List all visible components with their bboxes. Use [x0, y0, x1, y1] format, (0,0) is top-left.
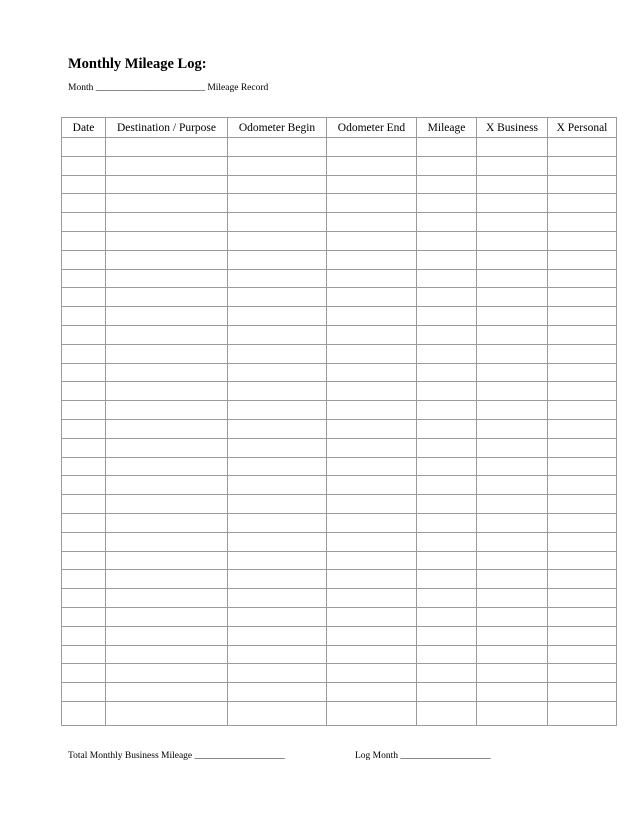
cell-odometer-begin[interactable] — [228, 231, 327, 250]
cell-date[interactable] — [62, 626, 106, 645]
cell-destination-purpose[interactable] — [106, 476, 228, 495]
table-row — [62, 664, 617, 683]
cell-odometer-end[interactable] — [327, 626, 417, 645]
cell-mileage[interactable] — [417, 307, 477, 326]
cell-x-business[interactable] — [477, 532, 548, 551]
cell-date[interactable] — [62, 419, 106, 438]
cell-x-business[interactable] — [477, 307, 548, 326]
cell-x-personal[interactable] — [548, 513, 617, 532]
page-title: Monthly Mileage Log: — [68, 56, 207, 72]
table-row — [62, 250, 617, 269]
cell-date[interactable] — [62, 589, 106, 608]
cell-mileage[interactable] — [417, 645, 477, 664]
cell-mileage[interactable] — [417, 532, 477, 551]
cell-destination-purpose[interactable] — [106, 213, 228, 232]
cell-x-business[interactable] — [477, 683, 548, 702]
cell-x-personal[interactable] — [548, 551, 617, 570]
cell-x-personal[interactable] — [548, 382, 617, 401]
cell-odometer-end[interactable] — [327, 551, 417, 570]
cell-destination-purpose[interactable] — [106, 401, 228, 420]
cell-destination-purpose[interactable] — [106, 363, 228, 382]
table-row — [62, 175, 617, 194]
cell-destination-purpose[interactable] — [106, 532, 228, 551]
cell-date[interactable] — [62, 495, 106, 514]
cell-odometer-begin[interactable] — [228, 438, 327, 457]
cell-odometer-end[interactable] — [327, 401, 417, 420]
cell-mileage[interactable] — [417, 438, 477, 457]
cell-destination-purpose[interactable] — [106, 570, 228, 589]
cell-destination-purpose[interactable] — [106, 701, 228, 725]
cell-mileage[interactable] — [417, 213, 477, 232]
cell-odometer-end[interactable] — [327, 156, 417, 175]
cell-destination-purpose[interactable] — [106, 683, 228, 702]
table-row — [62, 419, 617, 438]
cell-destination-purpose[interactable] — [106, 156, 228, 175]
cell-x-personal[interactable] — [548, 607, 617, 626]
cell-date[interactable] — [62, 156, 106, 175]
log-month-line: Log Month ___________________ — [355, 751, 491, 761]
cell-destination-purpose[interactable] — [106, 551, 228, 570]
cell-odometer-end[interactable] — [327, 307, 417, 326]
cell-x-personal[interactable] — [548, 231, 617, 250]
cell-date[interactable] — [62, 382, 106, 401]
cell-mileage[interactable] — [417, 683, 477, 702]
cell-x-business[interactable] — [477, 231, 548, 250]
cell-odometer-begin[interactable] — [228, 645, 327, 664]
table-row — [62, 213, 617, 232]
cell-mileage[interactable] — [417, 269, 477, 288]
cell-x-business[interactable] — [477, 382, 548, 401]
cell-x-personal[interactable] — [548, 589, 617, 608]
cell-odometer-begin[interactable] — [228, 683, 327, 702]
cell-destination-purpose[interactable] — [106, 325, 228, 344]
cell-x-business[interactable] — [477, 250, 548, 269]
cell-x-business[interactable] — [477, 626, 548, 645]
cell-destination-purpose[interactable] — [106, 495, 228, 514]
cell-odometer-end[interactable] — [327, 683, 417, 702]
cell-x-business[interactable] — [477, 213, 548, 232]
cell-destination-purpose[interactable] — [106, 307, 228, 326]
cell-date[interactable] — [62, 194, 106, 213]
table-row — [62, 476, 617, 495]
cell-x-personal[interactable] — [548, 344, 617, 363]
cell-date[interactable] — [62, 325, 106, 344]
cell-mileage[interactable] — [417, 457, 477, 476]
table-row — [62, 269, 617, 288]
cell-odometer-end[interactable] — [327, 645, 417, 664]
table-row — [62, 363, 617, 382]
cell-x-business[interactable] — [477, 344, 548, 363]
cell-x-personal[interactable] — [548, 288, 617, 307]
cell-x-personal[interactable] — [548, 701, 617, 725]
table-row — [62, 231, 617, 250]
cell-date[interactable] — [62, 231, 106, 250]
cell-odometer-end[interactable] — [327, 607, 417, 626]
cell-odometer-end[interactable] — [327, 344, 417, 363]
cell-odometer-begin[interactable] — [228, 307, 327, 326]
cell-mileage[interactable] — [417, 231, 477, 250]
cell-destination-purpose[interactable] — [106, 513, 228, 532]
cell-odometer-end[interactable] — [327, 589, 417, 608]
cell-destination-purpose[interactable] — [106, 607, 228, 626]
cell-x-personal[interactable] — [548, 269, 617, 288]
cell-date[interactable] — [62, 645, 106, 664]
cell-odometer-end[interactable] — [327, 288, 417, 307]
table-row — [62, 438, 617, 457]
cell-date[interactable] — [62, 551, 106, 570]
cell-destination-purpose[interactable] — [106, 438, 228, 457]
cell-x-business[interactable] — [477, 551, 548, 570]
cell-date[interactable] — [62, 532, 106, 551]
cell-odometer-begin[interactable] — [228, 250, 327, 269]
cell-x-personal[interactable] — [548, 363, 617, 382]
cell-x-business[interactable] — [477, 325, 548, 344]
cell-x-personal[interactable] — [548, 532, 617, 551]
cell-odometer-end[interactable] — [327, 250, 417, 269]
cell-date[interactable] — [62, 363, 106, 382]
mileage-log-table — [61, 117, 617, 726]
cell-x-personal[interactable] — [548, 213, 617, 232]
cell-destination-purpose[interactable] — [106, 457, 228, 476]
cell-mileage[interactable] — [417, 288, 477, 307]
cell-odometer-end[interactable] — [327, 382, 417, 401]
cell-destination-purpose[interactable] — [106, 419, 228, 438]
cell-x-business[interactable] — [477, 495, 548, 514]
cell-date[interactable] — [62, 476, 106, 495]
cell-odometer-begin[interactable] — [228, 344, 327, 363]
cell-mileage[interactable] — [417, 419, 477, 438]
cell-odometer-begin[interactable] — [228, 570, 327, 589]
cell-destination-purpose[interactable] — [106, 194, 228, 213]
cell-odometer-end[interactable] — [327, 476, 417, 495]
cell-x-personal[interactable] — [548, 645, 617, 664]
table-row — [62, 626, 617, 645]
cell-destination-purpose[interactable] — [106, 344, 228, 363]
cell-mileage[interactable] — [417, 607, 477, 626]
cell-date[interactable] — [62, 701, 106, 725]
cell-date[interactable] — [62, 401, 106, 420]
cell-mileage[interactable] — [417, 363, 477, 382]
table-row — [62, 607, 617, 626]
cell-mileage[interactable] — [417, 175, 477, 194]
table-row — [62, 307, 617, 326]
cell-x-business[interactable] — [477, 269, 548, 288]
cell-x-personal[interactable] — [548, 175, 617, 194]
cell-odometer-begin[interactable] — [228, 363, 327, 382]
cell-x-business[interactable] — [477, 701, 548, 725]
cell-x-business[interactable] — [477, 438, 548, 457]
table-row — [62, 570, 617, 589]
cell-odometer-begin[interactable] — [228, 513, 327, 532]
cell-odometer-end[interactable] — [327, 570, 417, 589]
cell-date[interactable] — [62, 607, 106, 626]
cell-date[interactable] — [62, 175, 106, 194]
cell-odometer-begin[interactable] — [228, 138, 327, 157]
cell-destination-purpose[interactable] — [106, 626, 228, 645]
cell-mileage[interactable] — [417, 626, 477, 645]
cell-odometer-begin[interactable] — [228, 213, 327, 232]
table-row — [62, 344, 617, 363]
table-row — [62, 194, 617, 213]
table-header-row — [62, 118, 617, 138]
cell-x-personal[interactable] — [548, 419, 617, 438]
cell-odometer-begin[interactable] — [228, 194, 327, 213]
table-row — [62, 551, 617, 570]
column-header-odometer-end: Odometer End — [327, 118, 417, 138]
table-body — [62, 138, 617, 726]
cell-odometer-begin[interactable] — [228, 269, 327, 288]
cell-x-business[interactable] — [477, 570, 548, 589]
cell-x-business[interactable] — [477, 664, 548, 683]
cell-odometer-end[interactable] — [327, 438, 417, 457]
cell-date[interactable] — [62, 570, 106, 589]
cell-mileage[interactable] — [417, 138, 477, 157]
cell-odometer-end[interactable] — [327, 701, 417, 725]
cell-x-personal[interactable] — [548, 664, 617, 683]
cell-odometer-begin[interactable] — [228, 156, 327, 175]
cell-odometer-begin[interactable] — [228, 626, 327, 645]
cell-mileage[interactable] — [417, 401, 477, 420]
table-row — [62, 589, 617, 608]
table-row — [62, 701, 617, 725]
column-header-odometer-begin: Odometer Begin — [228, 118, 327, 138]
cell-date[interactable] — [62, 683, 106, 702]
cell-odometer-begin[interactable] — [228, 288, 327, 307]
table-row — [62, 401, 617, 420]
cell-odometer-begin[interactable] — [228, 589, 327, 608]
cell-odometer-begin[interactable] — [228, 476, 327, 495]
cell-odometer-begin[interactable] — [228, 325, 327, 344]
cell-odometer-end[interactable] — [327, 138, 417, 157]
cell-x-personal[interactable] — [548, 250, 617, 269]
cell-mileage[interactable] — [417, 589, 477, 608]
cell-x-business[interactable] — [477, 288, 548, 307]
column-header-destination-purpose: Destination / Purpose — [106, 118, 228, 138]
cell-x-personal[interactable] — [548, 325, 617, 344]
cell-x-personal[interactable] — [548, 683, 617, 702]
cell-odometer-end[interactable] — [327, 363, 417, 382]
cell-odometer-end[interactable] — [327, 194, 417, 213]
cell-destination-purpose[interactable] — [106, 645, 228, 664]
cell-odometer-end[interactable] — [327, 269, 417, 288]
cell-destination-purpose[interactable] — [106, 288, 228, 307]
cell-odometer-begin[interactable] — [228, 495, 327, 514]
column-header-date: Date — [62, 118, 106, 138]
total-business-mileage-line: Total Monthly Business Mileage ___________________ — [68, 751, 285, 761]
cell-odometer-end[interactable] — [327, 419, 417, 438]
table-row — [62, 457, 617, 476]
cell-odometer-begin[interactable] — [228, 419, 327, 438]
cell-destination-purpose[interactable] — [106, 175, 228, 194]
cell-x-business[interactable] — [477, 194, 548, 213]
table-row — [62, 156, 617, 175]
column-header-x-business: X Business — [477, 118, 548, 138]
cell-odometer-end[interactable] — [327, 457, 417, 476]
cell-odometer-end[interactable] — [327, 325, 417, 344]
cell-odometer-begin[interactable] — [228, 175, 327, 194]
cell-date[interactable] — [62, 438, 106, 457]
cell-mileage[interactable] — [417, 701, 477, 725]
cell-x-personal[interactable] — [548, 457, 617, 476]
cell-mileage[interactable] — [417, 664, 477, 683]
cell-odometer-begin[interactable] — [228, 607, 327, 626]
cell-odometer-end[interactable] — [327, 664, 417, 683]
cell-x-personal[interactable] — [548, 476, 617, 495]
cell-date[interactable] — [62, 269, 106, 288]
cell-x-personal[interactable] — [548, 438, 617, 457]
cell-x-business[interactable] — [477, 589, 548, 608]
cell-odometer-begin[interactable] — [228, 664, 327, 683]
cell-x-business[interactable] — [477, 156, 548, 175]
table-row — [62, 138, 617, 157]
cell-mileage[interactable] — [417, 382, 477, 401]
cell-mileage[interactable] — [417, 194, 477, 213]
cell-date[interactable] — [62, 138, 106, 157]
table-row — [62, 532, 617, 551]
cell-odometer-begin[interactable] — [228, 532, 327, 551]
cell-odometer-end[interactable] — [327, 213, 417, 232]
column-header-mileage: Mileage — [417, 118, 477, 138]
table-row — [62, 382, 617, 401]
cell-mileage[interactable] — [417, 156, 477, 175]
cell-x-business[interactable] — [477, 513, 548, 532]
cell-x-business[interactable] — [477, 138, 548, 157]
cell-date[interactable] — [62, 307, 106, 326]
cell-mileage[interactable] — [417, 513, 477, 532]
table-row — [62, 325, 617, 344]
cell-destination-purpose[interactable] — [106, 382, 228, 401]
table-row — [62, 513, 617, 532]
cell-odometer-end[interactable] — [327, 532, 417, 551]
cell-x-business[interactable] — [477, 175, 548, 194]
cell-destination-purpose[interactable] — [106, 231, 228, 250]
cell-x-business[interactable] — [477, 607, 548, 626]
cell-date[interactable] — [62, 344, 106, 363]
cell-odometer-end[interactable] — [327, 513, 417, 532]
cell-x-business[interactable] — [477, 476, 548, 495]
cell-destination-purpose[interactable] — [106, 138, 228, 157]
cell-odometer-begin[interactable] — [228, 401, 327, 420]
cell-date[interactable] — [62, 213, 106, 232]
cell-x-personal[interactable] — [548, 307, 617, 326]
table-row — [62, 495, 617, 514]
cell-date[interactable] — [62, 664, 106, 683]
cell-x-business[interactable] — [477, 363, 548, 382]
cell-mileage[interactable] — [417, 325, 477, 344]
table-row — [62, 645, 617, 664]
cell-odometer-begin[interactable] — [228, 457, 327, 476]
cell-x-business[interactable] — [477, 419, 548, 438]
table-row — [62, 288, 617, 307]
cell-date[interactable] — [62, 457, 106, 476]
cell-mileage[interactable] — [417, 495, 477, 514]
cell-mileage[interactable] — [417, 476, 477, 495]
cell-date[interactable] — [62, 288, 106, 307]
cell-mileage[interactable] — [417, 344, 477, 363]
month-mileage-record-line: Month _______________________ Mileage Record — [68, 83, 269, 93]
cell-x-personal[interactable] — [548, 570, 617, 589]
cell-x-business[interactable] — [477, 457, 548, 476]
cell-destination-purpose[interactable] — [106, 589, 228, 608]
cell-odometer-end[interactable] — [327, 175, 417, 194]
cell-odometer-begin[interactable] — [228, 701, 327, 725]
cell-mileage[interactable] — [417, 551, 477, 570]
cell-x-personal[interactable] — [548, 156, 617, 175]
cell-date[interactable] — [62, 513, 106, 532]
table-row — [62, 683, 617, 702]
cell-odometer-end[interactable] — [327, 231, 417, 250]
cell-x-personal[interactable] — [548, 194, 617, 213]
cell-odometer-begin[interactable] — [228, 551, 327, 570]
cell-odometer-end[interactable] — [327, 495, 417, 514]
cell-x-personal[interactable] — [548, 401, 617, 420]
cell-mileage[interactable] — [417, 250, 477, 269]
cell-odometer-begin[interactable] — [228, 382, 327, 401]
cell-x-business[interactable] — [477, 401, 548, 420]
cell-destination-purpose[interactable] — [106, 269, 228, 288]
cell-mileage[interactable] — [417, 570, 477, 589]
cell-x-personal[interactable] — [548, 138, 617, 157]
cell-destination-purpose[interactable] — [106, 664, 228, 683]
cell-destination-purpose[interactable] — [106, 250, 228, 269]
cell-date[interactable] — [62, 250, 106, 269]
cell-x-business[interactable] — [477, 645, 548, 664]
cell-x-personal[interactable] — [548, 626, 617, 645]
column-header-x-personal: X Personal — [548, 118, 617, 138]
cell-x-personal[interactable] — [548, 495, 617, 514]
